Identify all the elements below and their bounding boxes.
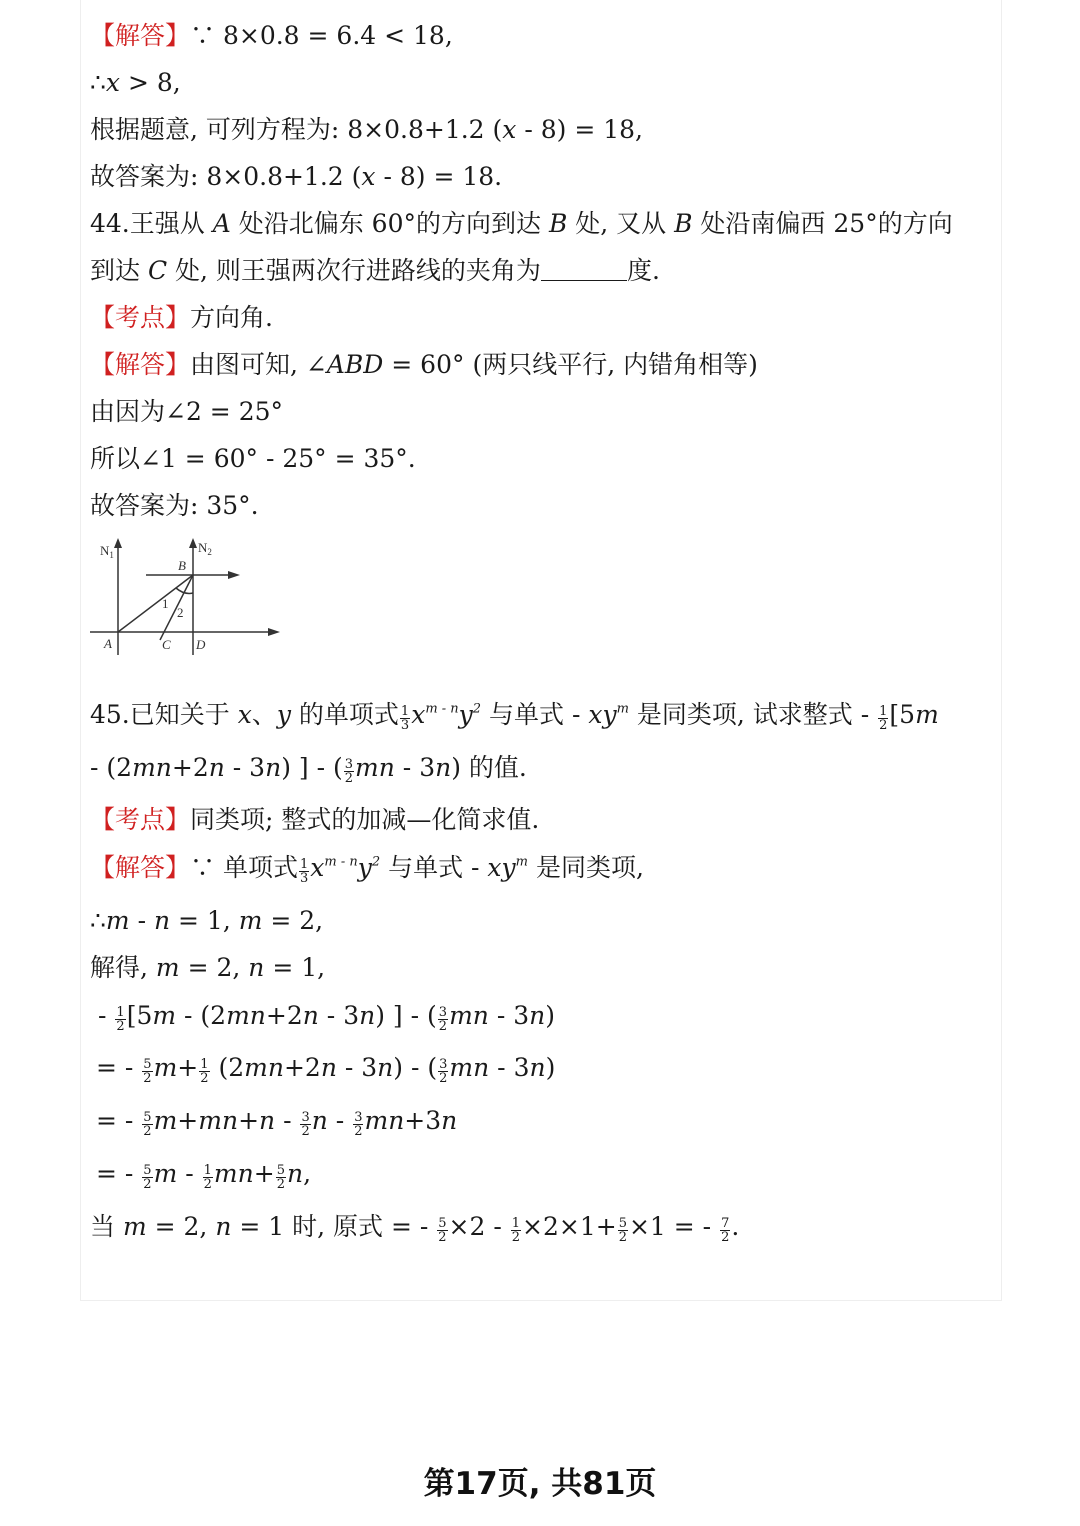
label-a: A	[104, 636, 112, 651]
monomial: $xy^m$	[487, 853, 528, 882]
segment-ab	[118, 575, 193, 632]
label-n1: $N_1$	[100, 543, 114, 560]
answer-tag: 【解答】	[90, 21, 191, 50]
text-segment: - 3	[224, 753, 266, 782]
kaodian-tag: 【考点】	[90, 303, 191, 332]
solution-44-line-3: 所以∠1 = 60° - 25° = 35°.	[90, 444, 416, 473]
arrow-east-top	[228, 571, 240, 579]
answer-tag: 【解答】	[90, 350, 191, 379]
solution-45-line-4: - $\frac{1}{2}$ [5m - (2mn+2n - 3n) ] - ( $\frac{3}{2}$ mn - 3n)	[98, 1001, 555, 1034]
text-segment: 与单式 -	[489, 700, 589, 729]
fraction: $\frac{3}{2}$	[344, 756, 354, 786]
text-segment: > 8,	[120, 68, 181, 97]
solution-44-line-1	[90, 349, 758, 381]
text-segment: -	[98, 1001, 107, 1030]
monomial: $x^{m - n}y^2$	[411, 700, 482, 729]
solution-45-line-2	[90, 905, 323, 937]
angle-name: ABD	[326, 350, 384, 379]
question-44-line-1	[90, 208, 953, 240]
point-label: B	[674, 209, 693, 238]
therefore-symbol: ∴	[90, 68, 106, 97]
label-c: C	[162, 637, 171, 652]
answer-line-2	[90, 67, 181, 99]
variable: n	[215, 1212, 232, 1241]
text-segment: 处沿北偏东 60°的方向到达	[230, 209, 549, 238]
fraction: $\frac{3}{2}$	[438, 1004, 448, 1034]
therefore-symbol: ∴	[90, 906, 106, 935]
answer-blank	[541, 258, 627, 281]
text-segment: = 2,	[146, 1212, 216, 1241]
solution-45-line-1	[90, 852, 644, 885]
text-segment: = -	[96, 1106, 134, 1135]
variable: m	[238, 906, 263, 935]
question-45-line-1	[90, 699, 939, 732]
text-segment: = 1,	[170, 906, 239, 935]
text-segment: - 8) = 18,	[516, 115, 643, 144]
text-segment: ) 的值.	[451, 753, 527, 782]
answer-line-4	[90, 161, 502, 193]
text-segment: - (2	[90, 753, 133, 782]
text-segment: [5	[889, 700, 916, 729]
monomial: $x^{m - n}y^2$	[310, 853, 381, 882]
text-segment: 当	[90, 1212, 123, 1241]
fraction: $\frac{1}{3}$	[400, 703, 410, 733]
text-segment: 、	[251, 700, 277, 729]
question-44-line-2	[90, 255, 660, 287]
fraction: $\frac{7}{2}$	[721, 1215, 730, 1245]
variable: mn	[132, 753, 172, 782]
text-segment: ∵ 单项式	[190, 853, 298, 882]
variable: n	[435, 753, 452, 782]
variable: m	[155, 953, 180, 982]
point-label: A	[212, 209, 231, 238]
text-segment: 的单项式	[290, 700, 399, 729]
variable: x	[237, 700, 252, 729]
kaodian-text: 同类项; 整式的加减—化简求值.	[190, 805, 540, 834]
answer-line-3	[90, 114, 643, 146]
fraction: $\frac{1}{2}$	[879, 703, 888, 733]
text-segment: - 8) = 18.	[375, 162, 503, 191]
kaodian-text: 方向角.	[190, 303, 273, 332]
label-d: D	[196, 637, 206, 652]
fraction: $\frac{1}{2}$	[116, 1004, 125, 1034]
solution-44-line-4: 故答案为: 35°.	[90, 491, 259, 520]
fraction: $\frac{5}{2}$	[438, 1215, 447, 1245]
question-45-line-2	[90, 752, 527, 785]
arrow-east-bottom	[268, 628, 280, 636]
text-segment: ) ] - (	[281, 753, 343, 782]
fraction: $\frac{5}{2}$	[618, 1215, 627, 1245]
text-segment: 处, 又从	[567, 209, 675, 238]
fraction: $\frac{5}{2}$	[143, 1056, 152, 1086]
text-segment: 由图可知, ∠	[190, 350, 327, 379]
text-segment: 故答案为: 8×0.8+1.2 (	[90, 162, 362, 191]
answer-tag: 【解答】	[90, 853, 191, 882]
text-segment: +2	[171, 753, 209, 782]
fraction: $\frac{3}{2}$	[354, 1109, 363, 1139]
variable: x	[105, 68, 121, 97]
page-footer: 第17页, 共81页	[423, 1466, 657, 1502]
text-segment: -	[129, 906, 154, 935]
text-segment: 45.已知关于	[90, 700, 238, 729]
text-segment: 44.王强从	[90, 209, 213, 238]
label-n2: $N_2$	[198, 540, 212, 557]
point-label: C	[147, 256, 168, 285]
solution-44-line-2: 由因为∠2 = 25°	[90, 397, 284, 426]
direction-angle-diagram	[88, 535, 288, 660]
solution-45-line-5: = - $\frac{5}{2}$ m+ $\frac{1}{2}$ (2mn+2n - 3n) - ( $\frac{3}{2}$ mn - 3n)	[96, 1053, 556, 1086]
text-segment: 根据题意, 可列方程为: 8×0.8+1.2 (	[90, 115, 503, 144]
variable: n	[153, 906, 171, 935]
label-angle-2: 2	[177, 605, 184, 620]
variable: n	[208, 753, 225, 782]
variable: n	[265, 753, 282, 782]
arrow-n1	[114, 538, 122, 548]
text-segment: 是同类项,	[535, 853, 644, 882]
variable: x	[361, 162, 376, 191]
text-segment: = 1 时, 原式 = -	[231, 1212, 429, 1241]
answer-text: ∵ 8×0.8 = 6.4 < 18,	[190, 21, 453, 50]
variable: m	[915, 700, 939, 729]
text-segment: = 2,	[262, 906, 324, 935]
kaodian-tag: 【考点】	[90, 805, 191, 834]
fraction: $\frac{3}{2}$	[439, 1056, 448, 1086]
fraction: $\frac{5}{2}$	[276, 1162, 285, 1192]
text-segment: 解得,	[90, 953, 156, 982]
label-angle-1: 1	[162, 596, 169, 611]
text-segment: = 2,	[179, 953, 249, 982]
fraction: $\frac{5}{2}$	[143, 1109, 152, 1139]
kaodian-44	[90, 302, 273, 334]
solution-45-line-3	[90, 952, 325, 984]
variable: n	[248, 953, 265, 982]
solution-45-line-8: 当 m = 2, n = 1 时, 原式 = - $\frac{5}{2}$ ×2 - $\frac{1}{2}$ ×2×1+ $\frac{5}{2}$ ×1 = - $\frac{7}{2}$ .	[90, 1212, 740, 1245]
variable: m	[122, 1212, 147, 1241]
fraction: $\frac{1}{2}$	[200, 1056, 209, 1086]
text-segment: = -	[96, 1159, 134, 1188]
point-label: B	[548, 209, 568, 238]
fraction: $\frac{1}{2}$	[203, 1162, 212, 1192]
text-segment: 处沿南偏西 25°的方向	[692, 209, 953, 238]
variable: mn	[355, 753, 395, 782]
kaodian-45	[90, 804, 539, 836]
solution-45-line-6: = - $\frac{5}{2}$ m+mn+n - $\frac{3}{2}$ n - $\frac{3}{2}$ mn+3n	[96, 1106, 458, 1139]
monomial: $xy^m$	[588, 700, 629, 729]
fraction: $\frac{5}{2}$	[143, 1162, 152, 1192]
label-b: B	[178, 558, 186, 573]
text-segment: 度.	[626, 256, 660, 285]
variable: m	[105, 906, 130, 935]
answer-line-1	[90, 20, 453, 52]
arrow-n2	[189, 538, 197, 548]
text-segment: = 60° (两只线平行, 内错角相等)	[383, 350, 758, 379]
variable: y	[276, 700, 291, 729]
text-segment: 处, 则王强两次行进路线的夹角为	[167, 256, 541, 285]
text-segment: = -	[96, 1053, 134, 1082]
text-segment: 与单式 -	[388, 853, 488, 882]
text-segment: 是同类项, 试求整式 -	[636, 700, 878, 729]
fraction: $\frac{3}{2}$	[301, 1109, 310, 1139]
text-segment: = 1,	[264, 953, 326, 982]
fraction: $\frac{1}{2}$	[511, 1215, 521, 1245]
text-segment: 到达	[90, 256, 148, 285]
variable: x	[502, 115, 517, 144]
text-segment: - 3	[394, 753, 436, 782]
solution-45-line-7: = - $\frac{5}{2}$ m - $\frac{1}{2}$ mn+ $\frac{5}{2}$ n,	[96, 1159, 312, 1192]
fraction: $\frac{1}{3}$	[299, 856, 309, 886]
